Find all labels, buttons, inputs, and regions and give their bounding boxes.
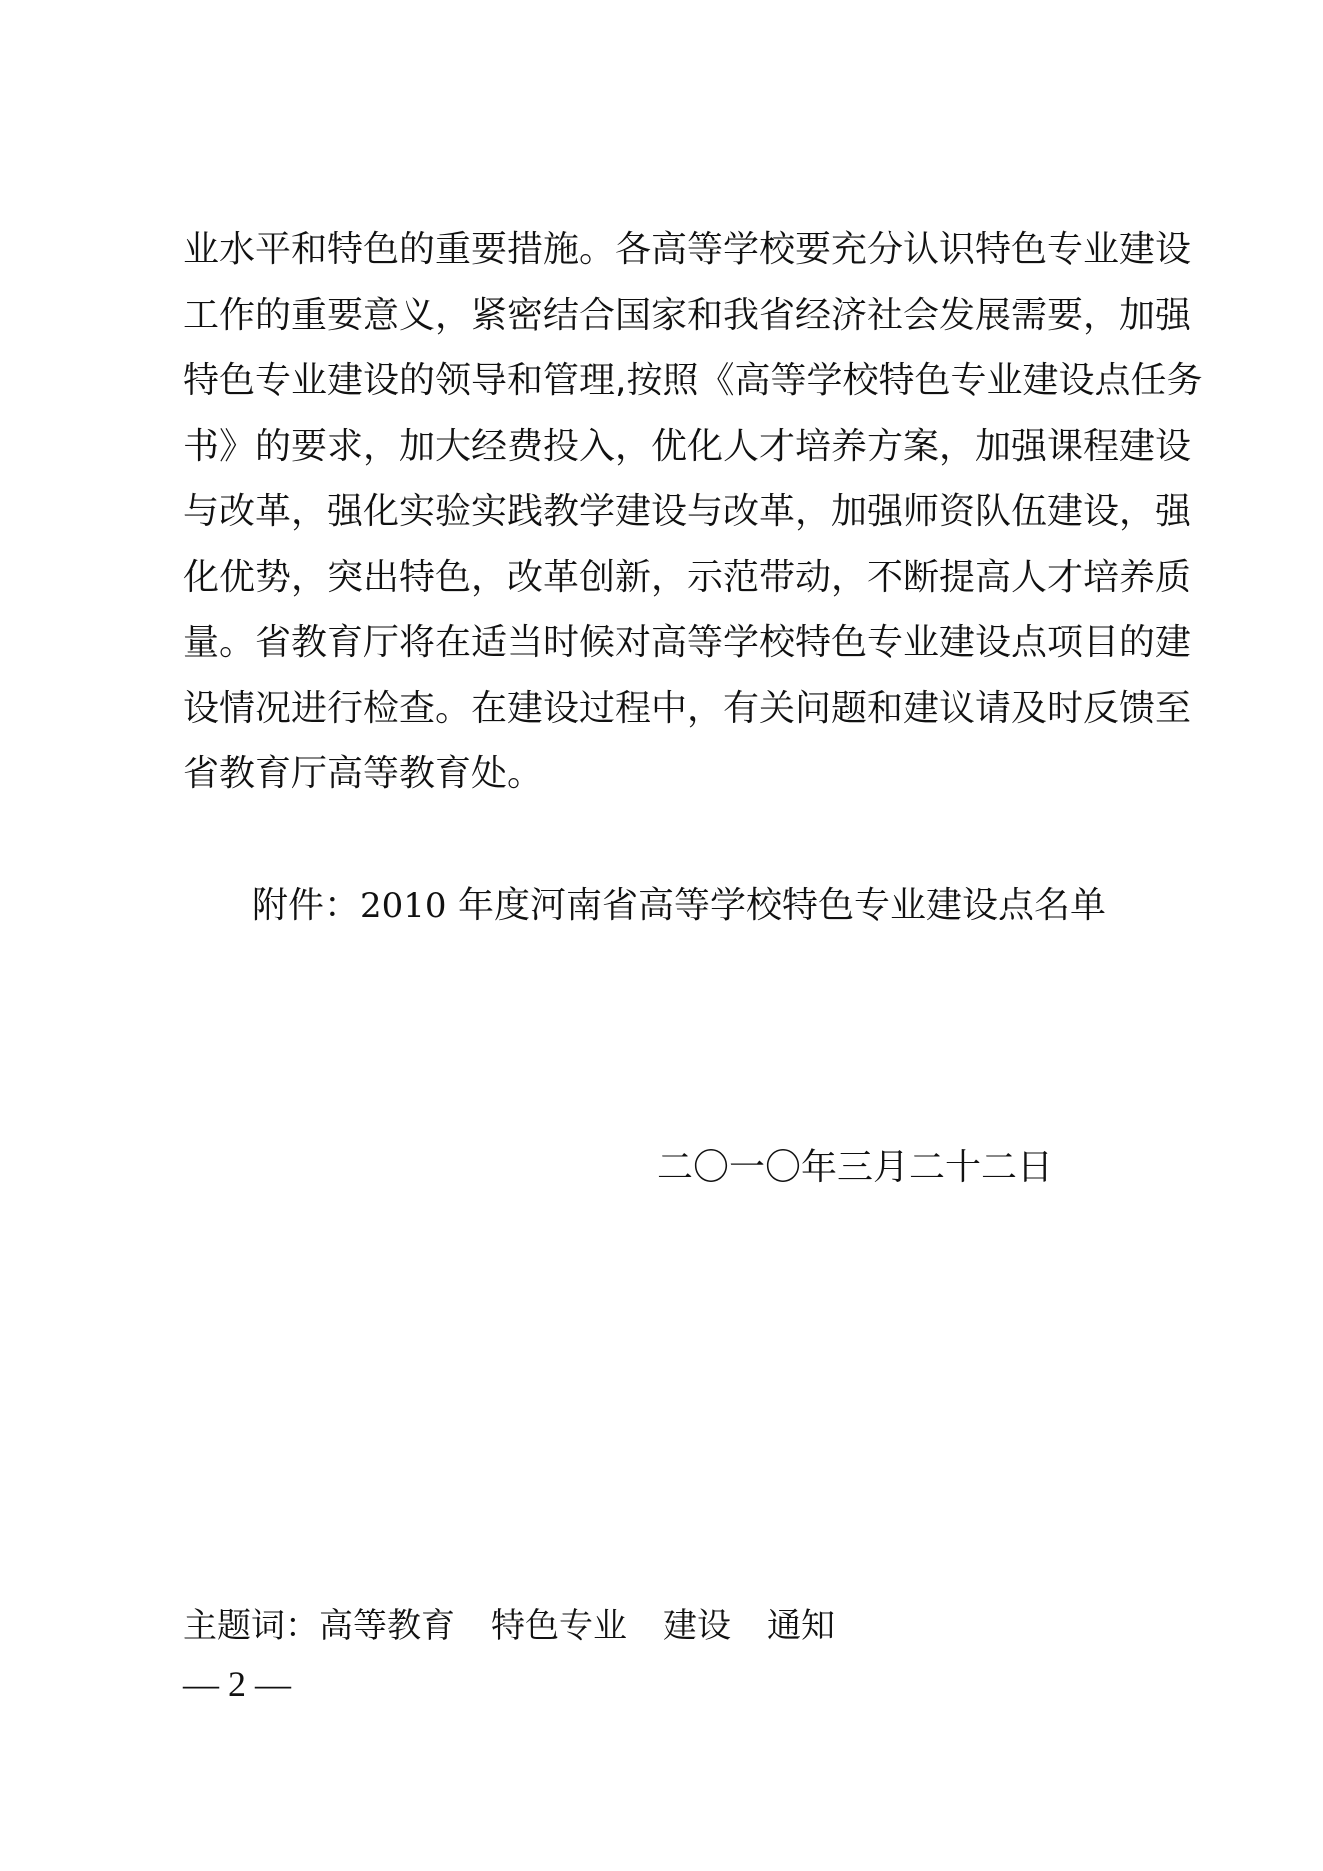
keyword: 高等教育 <box>319 1606 455 1646</box>
body-line: 化优势，突出特色，改革创新，示范带动，不断提高人才培养质 <box>183 556 1192 598</box>
body-line: 量。省教育厅将在适当时候对高等学校特色专业建设点项目的建 <box>183 622 1192 663</box>
attachment-label: 附件： <box>252 885 361 926</box>
body-line: 特色专业建设的领导和管理,按照《高等学校特色专业建设点任务 <box>183 360 1203 401</box>
body-line: 与改革，强化实验实践教学建设与改革，加强师资队伍建设，强 <box>183 491 1192 532</box>
body-line: 设情况进行检查。在建设过程中，有关问题和建议请及时反馈至 <box>183 687 1192 729</box>
attachment-line <box>252 878 1106 934</box>
body-line: 业水平和特色的重要措施。各高等学校要充分认识特色专业建设 <box>183 229 1192 270</box>
body-paragraph <box>183 222 1203 812</box>
keyword: 建设 <box>663 1606 731 1646</box>
subject-keywords <box>183 1598 835 1654</box>
body-line: 书》的要求，加大经费投入，优化人才培养方案，加强课程建设 <box>183 425 1192 467</box>
keywords-label: 主题词： <box>183 1606 319 1646</box>
keyword: 通知 <box>767 1606 835 1646</box>
issue-date: 二〇一〇年三月二十二日 <box>657 1147 1054 1188</box>
body-line: 省教育厅高等教育处。 <box>183 753 544 794</box>
attachment-title: 年度河南省高等学校特色专业建设点名单 <box>458 885 1107 926</box>
keyword: 特色专业 <box>491 1606 627 1646</box>
page-number: — 2 — <box>183 1664 291 1704</box>
attachment-year: 2010 <box>360 886 447 926</box>
body-line: 工作的重要意义，紧密结合国家和我省经济社会发展需要，加强 <box>183 294 1192 336</box>
